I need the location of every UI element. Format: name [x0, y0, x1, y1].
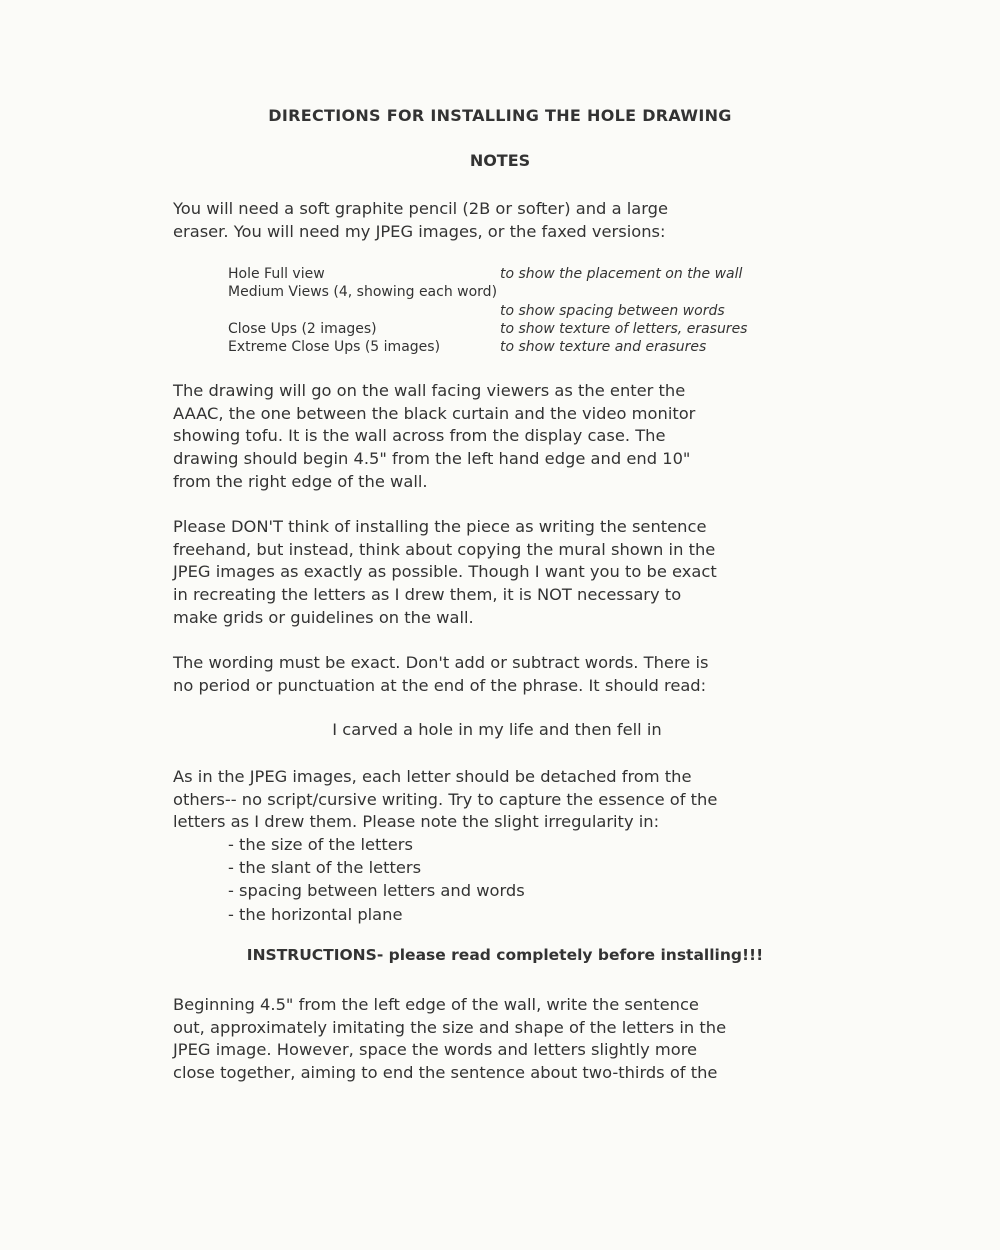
intro-paragraph: You will need a soft graphite pencil (2B or softer) and a large eraser. You will need my JPEG images, or the faxed versions:	[173, 199, 668, 241]
notes-heading: NOTES	[469, 151, 531, 170]
drawing-phrase: I carved a hole in my life and then fell in	[332, 720, 662, 739]
copying-paragraph: Please DON'T think of installing the piece as writing the sentence freehand, but instead, think about copying the mural shown in the JPEG images as exactly as possible. Though I want you to be exact in recreating the letters as I drew them, it is NOT necessary to make grids or guidelines on the wall.	[173, 517, 717, 627]
location-paragraph: The drawing will go on the wall facing viewers as the enter the AAAC, the one between the black curtain and the video monitor showing tofu. It is the wall across from the display case. The drawing should begin 4.5" from the left hand edge and end 10" from the right edge of the wall.	[173, 381, 696, 491]
begin-paragraph: Beginning 4.5" from the left edge of the wall, write the sentence out, approximately imitating the size and shape of the letters in the JPEG image. However, space the words and letters slightly more close together, aiming to end the sentence about two-thirds of the	[173, 995, 727, 1083]
document-title: DIRECTIONS FOR INSTALLING THE HOLE DRAWING	[268, 106, 732, 125]
list-item: - the size of the letters	[228, 835, 413, 854]
list-item: Hole Full view to show the placement on the wall	[228, 266, 743, 282]
list-item: - the horizontal plane	[228, 904, 403, 924]
image-list	[228, 265, 808, 356]
list-item: Close Ups (2 images) to show texture of letters, erasures	[228, 320, 748, 337]
wording-paragraph: The wording must be exact. Don't add or subtract words. There is no period or punctuation at the end of the phrase. It should read:	[173, 653, 709, 695]
letters-paragraph: As in the JPEG images, each letter should be detached from the others-- no script/cursive writing. Try to capture the essence of the letters as I drew them. Please note the slight irregularity in:	[173, 767, 718, 832]
list-item: - spacing between letters and words	[228, 881, 525, 901]
list-item: to show spacing between words	[500, 302, 725, 319]
irregularity-list	[228, 833, 525, 926]
list-item: Extreme Close Ups (5 images) to show texture and erasures	[228, 339, 707, 356]
instructions-heading: INSTRUCTIONS- please read completely before installing!!!	[246, 946, 764, 964]
list-item: Medium Views (4, showing each word)	[228, 284, 498, 301]
list-item: - the slant of the letters	[228, 858, 422, 878]
